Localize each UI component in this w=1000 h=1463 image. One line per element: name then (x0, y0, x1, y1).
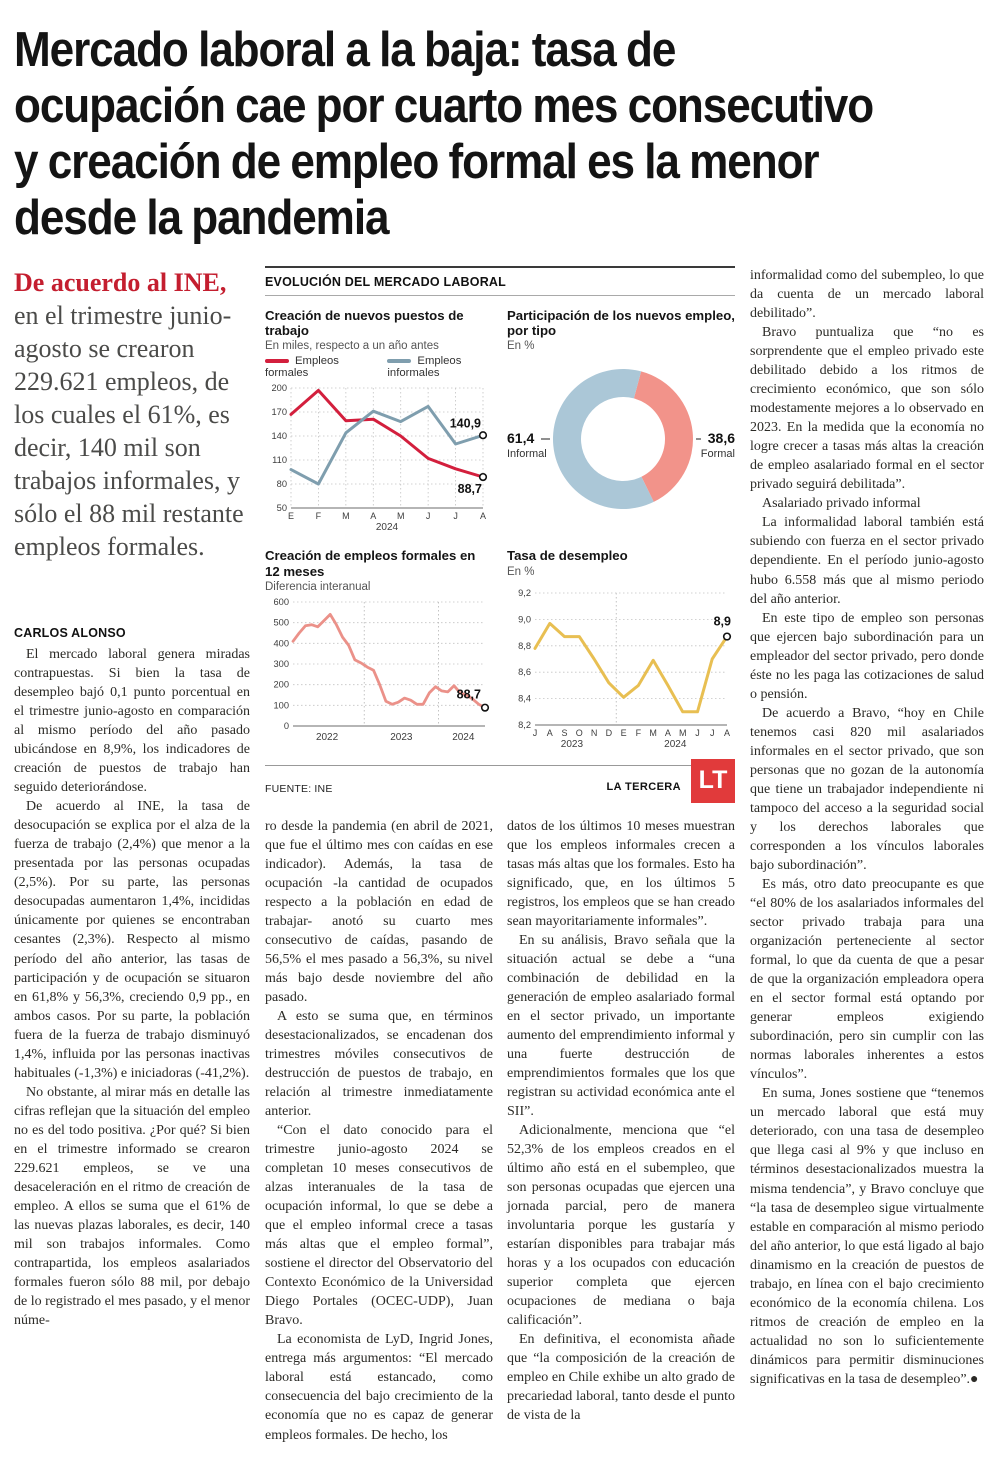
svg-text:A: A (723, 727, 731, 738)
svg-text:E: E (620, 727, 627, 738)
legend-label: Empleos informales (387, 355, 462, 380)
svg-text:200: 200 (271, 383, 287, 394)
svg-text:A: A (479, 511, 487, 522)
svg-text:J: J (532, 727, 538, 738)
body-paragraph: ro desde la pandemia (en abril de 2021, que fue el último mes con caídas en ese indicador). Además, la tasa de ocupación -la cantidad de ocupados respecto a la población en edad de trabajar- anotó su cuarto mes consecutivo de caídas, pasando de 56,5% el mes pasado a 56,3%, su nivel más bajo desde noviembre del año pasado. (265, 818, 493, 1005)
svg-text:Formal: Formal (700, 448, 735, 461)
middle-text-columns (265, 817, 735, 1445)
svg-text:Informal: Informal (507, 448, 547, 461)
body-paragraph: A esto se suma que, en términos desestacionalizados, se encadenan dos trimestres móviles consecutivos de destrucción de puestos de trabajo, en relación al trimestre inmediatamente anterior. (265, 1008, 493, 1119)
chart-nuevos-puestos (265, 308, 493, 538)
svg-text:F: F (635, 727, 642, 738)
svg-text:A: A (664, 727, 671, 738)
body-paragraph: No obstante, al mirar más en detalle las cifras reflejan que la situación del empleo no es del todo positiva. ¿Por qué? Si bien en el trimestre informado se crearon 229.621 empleos, se ve una desaceleración en el ritmo de creación de empleo. A ellos se suma que el 61% de las nuevas plazas laborales, es decir, 140 mil son trabajos informales. Como contrapartida, los empleos asalariados formales fueron sólo 88 mil, por debajo de lo registrado el mes pasado, y el menor núme- (14, 1084, 250, 1329)
la-tercera-logo: LT (691, 759, 735, 803)
svg-text:S: S (561, 727, 568, 738)
body-paragraph: Bravo puntualiza que “no es sorprendente que el empleo privado este debilitado debido a los ritmos de crecimiento económico, que son sólo modestamente mejores a lo observado en 2023. En la medida que la economía no logre crecer a tasas más altas la creación de empleo asalariado formal en el sector privado seguirá debilitada”. (750, 325, 984, 493)
svg-text:J: J (425, 511, 431, 522)
legend-item (265, 355, 363, 379)
text-column-2 (265, 817, 493, 1445)
svg-text:O: O (575, 727, 583, 738)
credit-name: LA TERCERA (606, 780, 681, 793)
headline-line: y creación de empleo formal es la menor (14, 135, 819, 189)
chart-title: Participación de los nuevos empleo, por tipo (507, 308, 735, 339)
line-chart-tasa-desempleo (507, 581, 735, 757)
text-column-1 (14, 645, 250, 1330)
line-chart-container (265, 596, 493, 748)
svg-text:M: M (678, 727, 687, 738)
svg-text:2024: 2024 (452, 731, 475, 743)
byline: CARLOS ALONSO (14, 626, 126, 640)
svg-text:N: N (590, 727, 598, 738)
svg-text:9,0: 9,0 (518, 613, 531, 624)
line-chart-nuevos-puestos (265, 380, 493, 538)
svg-text:A: A (546, 727, 553, 738)
chart-subtitle: En % (507, 340, 535, 353)
svg-text:110: 110 (272, 455, 287, 466)
svg-text:9,2: 9,2 (518, 587, 531, 598)
body-paragraph: “Con el dato conocido para el trimestre junio-agosto 2024 se completan 10 meses consecutivos de alzas interanuales de la tasa de ocupación informal, lo que se debe a que el empleo informal crece a tasas más altas que el empleo formal”, sostiene el director del Observatorio del Contexto Económico de la Universidad Diego Portales (OCEC-UDP), Juan Bravo. (265, 1123, 493, 1329)
chart-title: Creación de empleos formales en 12 meses (265, 548, 476, 579)
svg-text:F: F (315, 511, 322, 522)
chart-title: Creación de nuevos puestos de trabajo (265, 308, 464, 339)
svg-text:2022: 2022 (315, 731, 339, 743)
infographic-kicker: EVOLUCIÓN DEL MERCADO LABORAL (265, 266, 735, 296)
svg-text:61,4: 61,4 (507, 430, 535, 447)
body-paragraph: En suma, Jones sostiene que “tenemos un mercado laboral que está muy deteriorado, con una tasa de desempleo que llega casi al 9% y que incluso en términos desestacionalizados muestra la misma tendencia”, y Bravo concluye que “la tasa de desempleo sigue virtualmente estable en comparación al mismo periodo del año anterior, lo que está ligado al bajo dinamismo en la creación de puestos de trabajo, en línea con el bajo crecimiento económico de la economía chilena. Los ritmos de creación de empleo en la actualidad no son lo suficientemente dinámicos para permitir disminuciones significativas en la tasa de desempleo”.● (750, 1086, 984, 1387)
body-paragraph: La economista de LyD, Ingrid Jones, entrega más argumentos: “El mercado laboral está estancado, como consecuencia del bajo crecimiento de la economía que no es capaz de generar empleos formales. De hecho, los (265, 1332, 493, 1443)
svg-text:600: 600 (273, 596, 289, 607)
svg-text:J: J (453, 511, 458, 522)
chart-subtitle: Diferencia interanual (265, 580, 371, 593)
headline-line: ocupación cae por cuarto mes consecutivo (14, 79, 874, 133)
chart-subtitle: En miles, respecto a un año antes (265, 340, 439, 353)
svg-text:8,2: 8,2 (518, 719, 531, 730)
body-paragraph: En este tipo de empleo son personas que ejercen bajo subordinación para un empleador del sector privado, pero donde éste no les paga las cotizaciones de salud o pensión. (750, 610, 984, 702)
line-chart-container (507, 581, 735, 757)
svg-text:J: J (695, 727, 700, 738)
svg-text:2023: 2023 (390, 731, 413, 743)
svg-text:E: E (287, 511, 295, 522)
body-paragraph: De acuerdo a Bravo, “hoy en Chile tenemos casi 820 mil asalariados informales en el sector privado, que son personas que no gozan de la autonomía que tiene un trabajador independiente ni tampoco del acceso a la seguridad social y los derechos laborales que corresponden a los vínculos laborales bajo subordinación”. (750, 705, 984, 873)
svg-text:J: J (709, 727, 715, 738)
svg-text:200: 200 (273, 679, 289, 690)
donut-chart-participacion (507, 355, 735, 523)
line-chart-empleos-formales-12m (265, 596, 493, 748)
article-headline (14, 22, 986, 246)
body-paragraph: Adicionalmente, menciona que “el 52,3% de los empleos creados en el último año está en el subempleo, que son personas ocupadas que ejercen una jornada parcial, pero de manera involuntaria porque les gustaría y estarían disponibles para trabajar más horas y a los ocupados con educación superior completa que ejercen ocupaciones de mediana o baja calificación”. (507, 1123, 735, 1329)
body-paragraph: En definitiva, el economista añade que “la composición de la creación de empleo en Chile exhibe un alto grado de precariedad laboral, tanto desde el punto de vista de la (507, 1332, 735, 1424)
chart-title: Tasa de desempleo (507, 548, 628, 564)
svg-text:50: 50 (276, 503, 287, 514)
svg-text:2023: 2023 (560, 738, 584, 750)
infographic-panel (265, 266, 735, 803)
lede-paragraph (14, 266, 250, 626)
svg-text:A: A (370, 511, 377, 522)
legend-item (387, 355, 493, 379)
body-paragraph: En su análisis, Bravo señala que la situación actual se debe a “una combinación de debilidad en la generación de empleo asalariado formal en el sector privado, un importante aumento del emprendimiento informal y una fuerte destrucción de emprendimientos formales que los que registran su actividad económica ante el SII”. (507, 932, 735, 1119)
legend-label: Empleos formales (265, 355, 339, 380)
svg-text:0: 0 (283, 720, 289, 731)
legend-swatch-informales (387, 359, 411, 363)
body-paragraph: datos de los últimos 10 meses muestran que los empleos informales crecen a tasas más altas que los formales. Esto ha significado, que, en los últimos 5 registros, los empleos que se han creado sean mayoritariamente informales”. (507, 818, 735, 929)
article-body (14, 266, 986, 1445)
body-paragraph: Asalariado privado informal (762, 496, 921, 512)
column-middle (265, 266, 735, 1445)
chart-subtitle: En % (507, 565, 535, 578)
body-paragraph: El mercado laboral genera miradas contrapuestas. Si bien la tasa de desempleo bajó 0,1 punto porcentual en el trimestre junio-agosto en comparación al mismo período del año pasado ubicándose en 8,9%, los indicadores de creación de puestos de trabajo han seguido deteriorándose. (14, 647, 250, 796)
svg-text:2024: 2024 (375, 522, 399, 534)
svg-text:100: 100 (273, 700, 289, 711)
svg-text:D: D (605, 727, 613, 738)
svg-text:170: 170 (271, 407, 287, 418)
lede-highlight: De acuerdo al INE, (14, 268, 227, 297)
svg-text:80: 80 (276, 479, 287, 490)
svg-text:8,8: 8,8 (518, 640, 531, 651)
svg-text:300: 300 (273, 658, 289, 669)
lede-rest: en el trimestre junio-agosto se crearon 229.621 empleos, de los cuales el 61%, es decir, 140 mil son trabajos informales, y sólo el 88 mil restante empleos formales. (14, 301, 244, 562)
body-paragraph: informalidad como del subempleo, lo que da cuenta de un mercado laboral debilitado”. (750, 268, 984, 322)
svg-text:2024: 2024 (664, 738, 687, 750)
charts-grid (265, 308, 735, 757)
svg-text:M: M (396, 511, 405, 522)
text-column-4 (750, 266, 984, 1389)
svg-text:140,9: 140,9 (449, 416, 481, 431)
svg-text:8,9: 8,9 (713, 614, 731, 629)
svg-text:M: M (649, 727, 657, 738)
svg-text:88,7: 88,7 (456, 687, 481, 702)
svg-text:8,6: 8,6 (518, 666, 531, 677)
svg-text:38,6: 38,6 (707, 430, 735, 447)
headline-line: desde la pandemia (14, 191, 389, 245)
svg-text:140: 140 (271, 431, 287, 442)
body-paragraph: De acuerdo al INE, la tasa de desocupación se explica por el alza de la fuerza de trabajo (2,4%) que menor a la presentada por las personas ocupadas (2,5%). Por su parte, las personas desocupadas aumentaron 1,4%, incididas únicamente por quienes se encontraban cesantes (2,3%). Respecto al mismo período del año anterior, las tasas de participación y de ocupación se situaron en 61,8% y 56,3%, creciendo 0,9 pp., en ambos casos. Por su parte, la población fuera de la fuerza de trabajo disminuyó 1,4%, influida por las personas inactivas habituales (-1,3%) e iniciadoras (-41,2%). (14, 799, 250, 1081)
source-note: FUENTE: INE (265, 782, 333, 795)
svg-text:400: 400 (273, 638, 289, 649)
infographic-footer (265, 765, 735, 803)
svg-text:M: M (342, 511, 350, 522)
svg-text:8,4: 8,4 (518, 693, 531, 704)
chart-participacion (507, 308, 735, 538)
svg-text:500: 500 (273, 617, 289, 628)
chart-empleos-formales-12m (265, 548, 493, 756)
body-paragraph: La informalidad laboral también está subiendo con fuerza en el sector privado dependiente. En el período junio-agosto hubo 6.558 más que al mismo periodo del año anterior. (750, 515, 984, 607)
line-chart-container (265, 380, 493, 538)
chart-legend (265, 355, 493, 379)
headline-line: Mercado laboral a la baja: tasa de (14, 23, 676, 77)
credit-block (606, 766, 735, 803)
svg-text:88,7: 88,7 (457, 482, 482, 497)
chart-tasa-desempleo (507, 548, 735, 756)
legend-swatch-formales (265, 359, 289, 363)
body-paragraph: Es más, otro dato preocupante es que “el 80% de los asalariados informales del sector privado trabaja para una organización perteneciente al sector formal, lo que da cuenta de que a pesar de que la organización empleadora opera en el sector formal está optando por generar empleos exigiendo subordinación, pero sin cumplir con las normas laborales inherentes a estos vínculos”. (750, 877, 984, 1083)
text-column-3 (507, 817, 735, 1445)
donut-chart-container (507, 355, 735, 523)
